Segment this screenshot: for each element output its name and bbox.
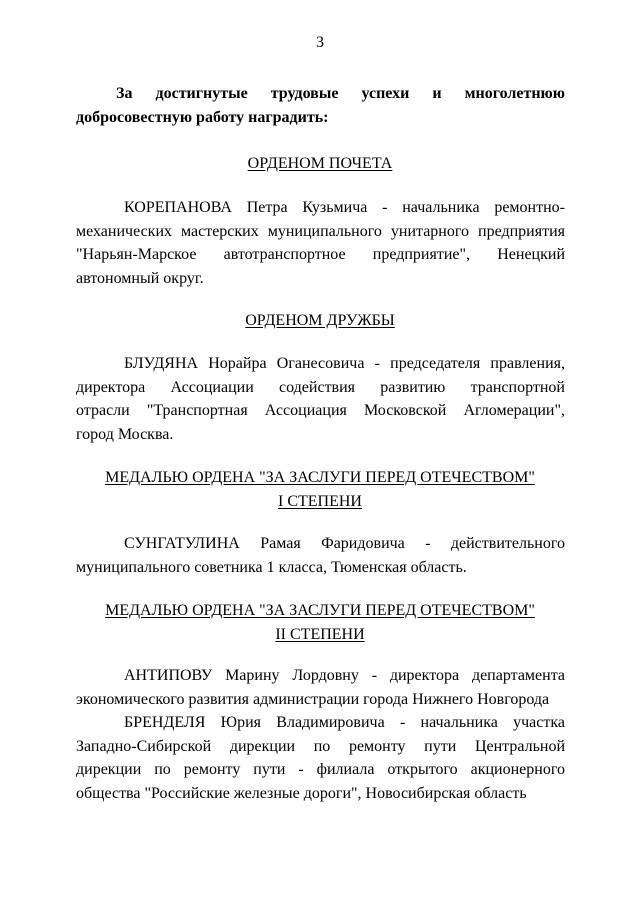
awardee-korepanov: КОРЕПАНОВА Петра Кузьмича - начальника ремонтно- механических мастерских муниципального унитарного предприятия "Нарьян-Марское автотранспортное предприятие", Ненецкий автономный округ.: [76, 199, 565, 287]
awardee-sungatulin: СУНГАТУЛИНА Рамая Фаридовича - действительного муниципального советника 1 класса, Тюменская область.: [76, 535, 565, 576]
awardee-antipova: АНТИПОВУ Марину Лордовну - директора департамента экономического развития администрации города Нижнего Новгорода: [76, 667, 565, 708]
section-heading-medal-second-degree: МЕДАЛЬЮ ОРДЕНА "ЗА ЗАСЛУГИ ПЕРЕД ОТЕЧЕСТВОМ" II СТЕПЕНИ: [105, 602, 535, 643]
section-heading-medal-first-degree: МЕДАЛЬЮ ОРДЕНА "ЗА ЗАСЛУГИ ПЕРЕД ОТЕЧЕСТВОМ" I СТЕПЕНИ: [105, 469, 535, 510]
awardee-brendel: БРЕНДЕЛЯ Юрия Владимировича - начальника участка Западно-Сибирской дирекции по ремонту пути Центральной дирекции по ремонту пути - филиала открытого акционерного общества "Российские железные дороги", Новосибирская область: [76, 714, 565, 802]
awardee-bludyan: БЛУДЯНА Норайра Оганесовича - председателя правления, директора Ассоциации содействия развитию транспортной отрасли "Транспортная Ассоциация Московской Агломерации", город Москва.: [76, 355, 565, 443]
section-heading-order-of-friendship: ОРДЕНОМ ДРУЖБЫ: [245, 312, 395, 329]
intro-line: добросовестную работу наградить:: [76, 108, 329, 126]
intro-line: За достигнутые трудовые успехи и многолетнюю: [116, 85, 565, 102]
page-number: 3: [316, 34, 324, 51]
intro-paragraph: [76, 82, 565, 129]
section-heading-order-of-honor: ОРДЕНОМ ПОЧЕТА: [247, 155, 393, 172]
